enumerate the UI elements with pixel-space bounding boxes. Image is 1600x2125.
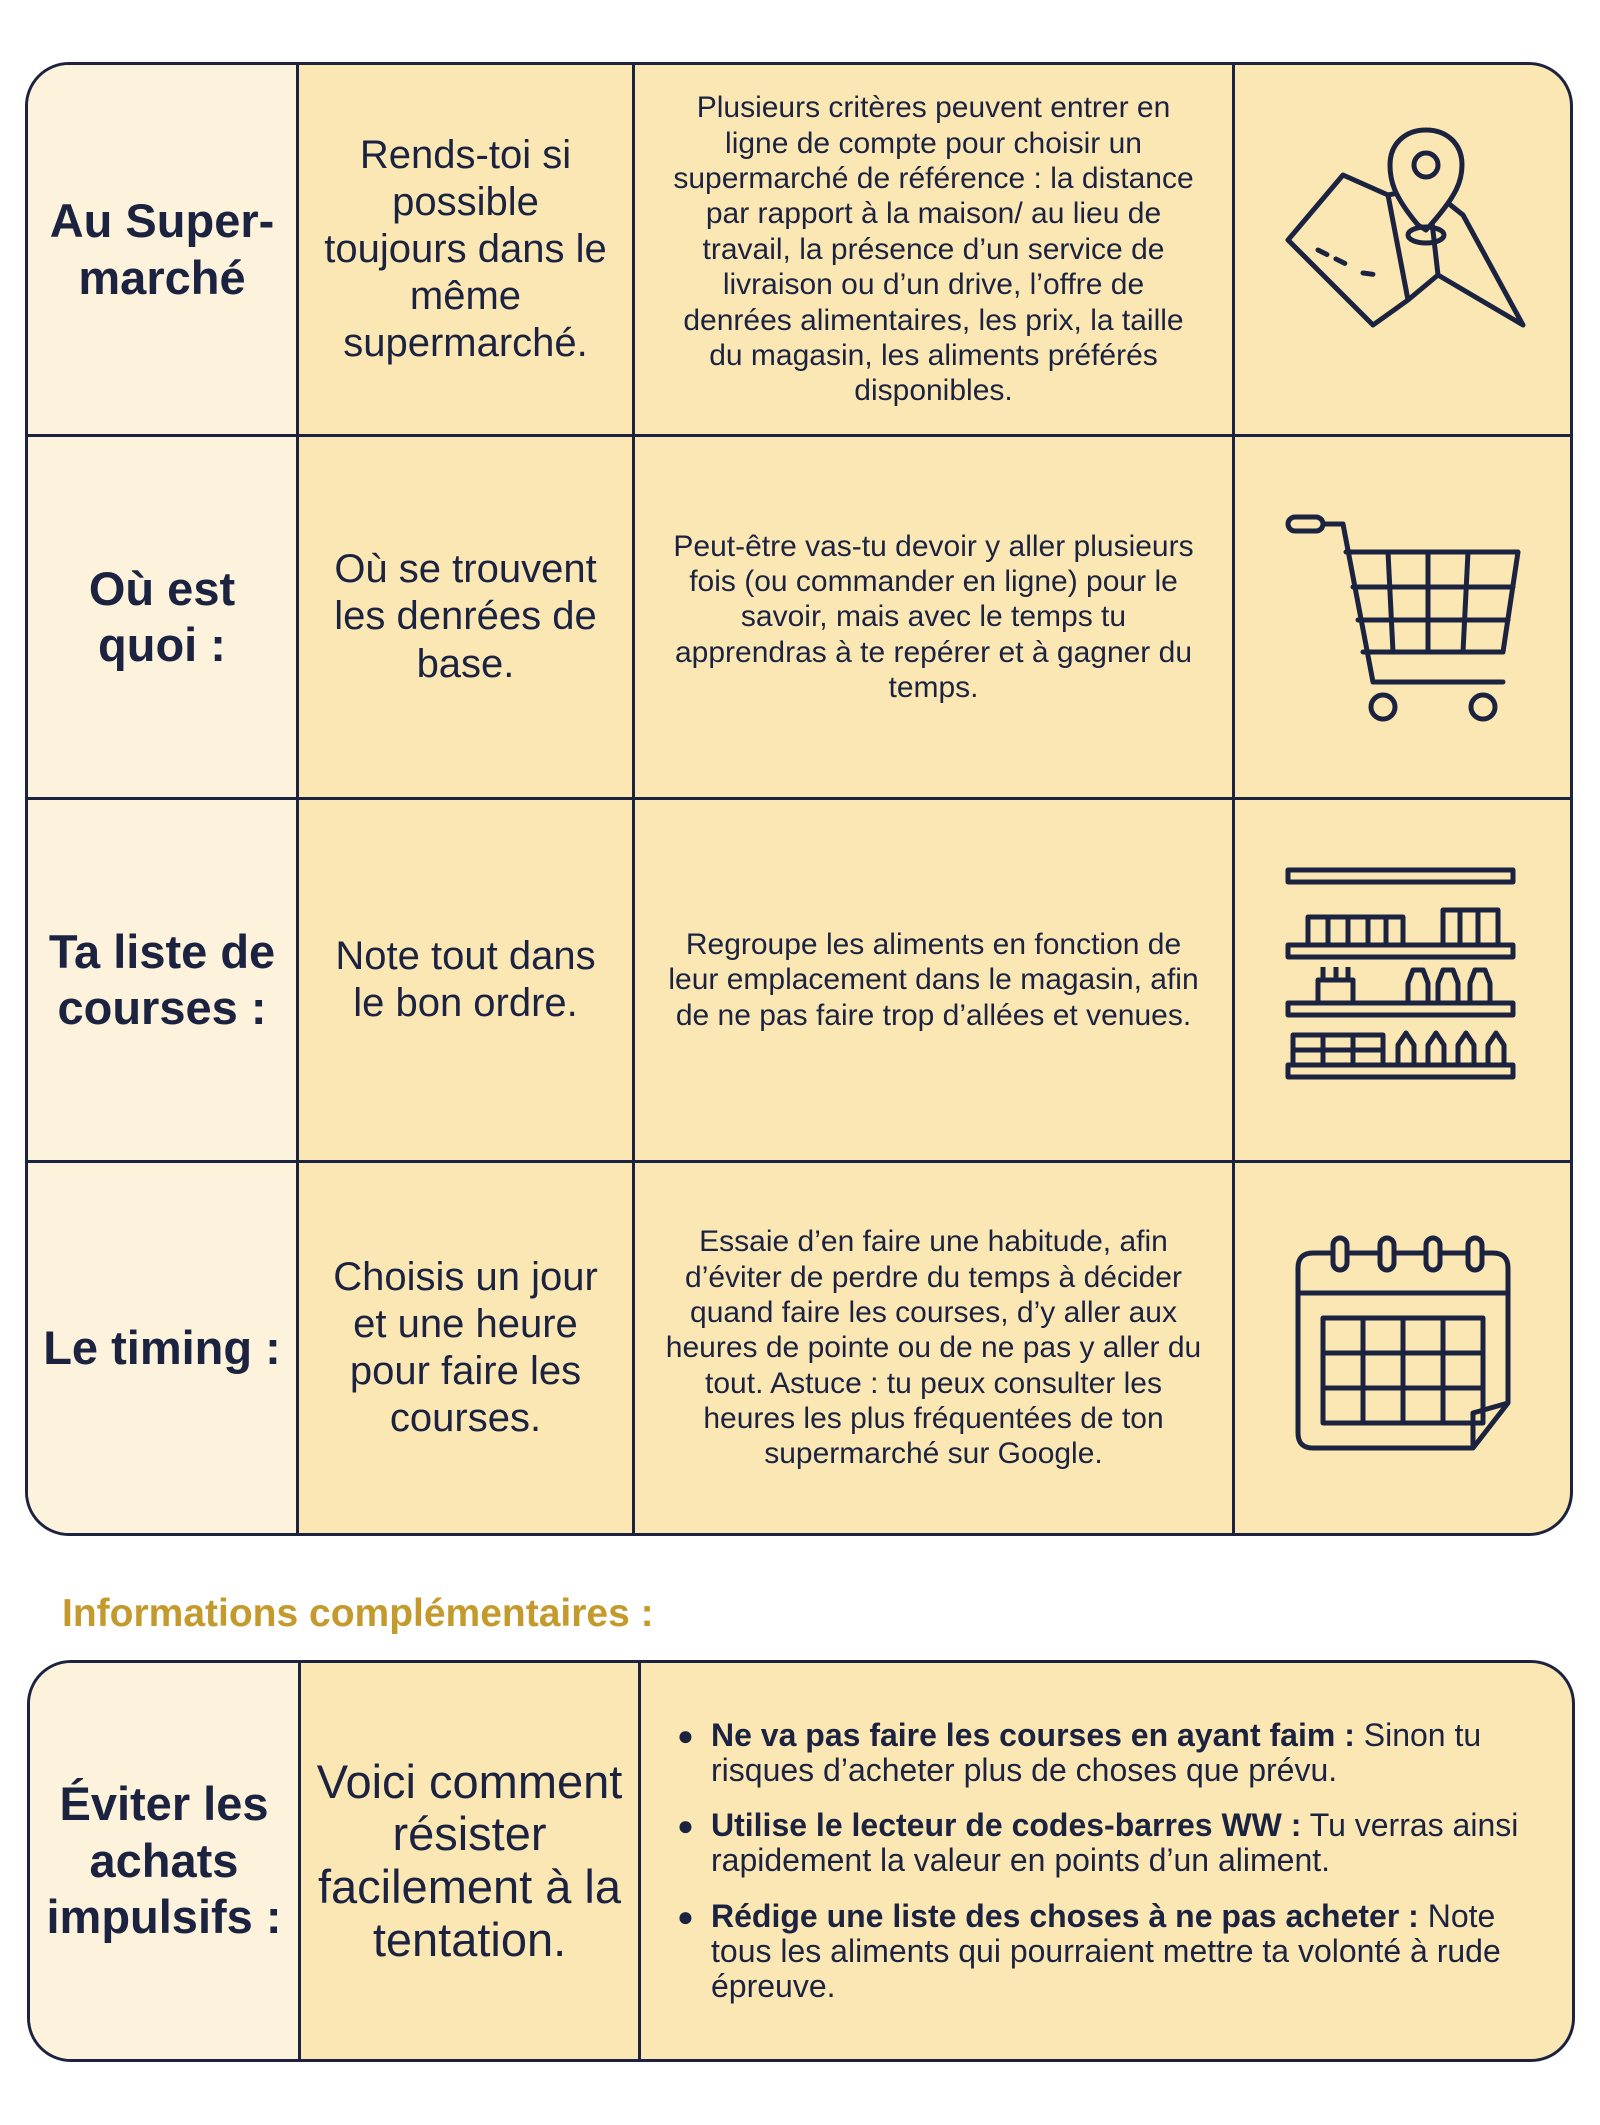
row-1-title: [28, 65, 299, 437]
row-4-tip: Choisis un jour et une heure pour faire les courses.: [299, 1163, 635, 1533]
shopping-cart-icon: [1235, 437, 1570, 800]
row-4-title: Le timing :: [28, 1163, 299, 1533]
list-item: [677, 1899, 1522, 2005]
row-4-text: Essaie d’en faire une habitude, afin d’éviter de perdre du temps à décider quand faire les courses, d’y aller aux heures de pointe ou de ne pas y aller du tout. Astuce : tu peux consulter les heures les plus fréquentées de ton supermarché sur Google.: [635, 1163, 1235, 1533]
bullet-text: Tu verras ainsi rapidement la valeur en points d’un aliment.: [711, 1807, 1519, 1879]
bullet-icon: ●: [677, 1719, 694, 1751]
row-2-tip: Où se trouvent les denrées de base.: [299, 437, 635, 800]
row-1-text: Plusieurs critères peuvent entrer en ligne de compte pour choisir un supermarché de référence : la distance par rapport à la maison/ au lieu de travail, la présence d’un service de livraison ou d’un drive, l’offre de denrées alimentaires, les prix, la taille du magasin, les aliments préférés disponibles.: [635, 65, 1235, 437]
tips-table: [25, 62, 1573, 1536]
shelves-icon: [1235, 800, 1570, 1163]
extra-tip: Voici comment résister facilement à la tentation.: [301, 1663, 641, 2059]
bullet-icon: ●: [677, 1900, 694, 1932]
row-1-title-text: Au Super- marché: [49, 194, 275, 304]
bullet-text: Sinon tu risques d’acheter plus de choses que prévu.: [711, 1716, 1482, 1789]
calendar-icon: [1235, 1163, 1570, 1533]
bullet-heading: Ne va pas faire les courses en ayant faim :: [711, 1716, 1355, 1753]
extra-tips-box: [27, 1660, 1575, 2062]
row-3-title: Ta liste de courses :: [28, 800, 299, 1163]
bullet-icon: ●: [677, 1810, 694, 1842]
row-2-text: Peut-être vas-tu devoir y aller plusieurs fois (ou commander en ligne) pour le savoir, mais avec le temps tu apprendras à te repérer et à gagner du temps.: [635, 437, 1235, 800]
row-1-tip: Rends-toi si possible toujours dans le même supermarché.: [299, 65, 635, 437]
bullet-heading: Utilise le lecteur de codes-barres WW :: [711, 1807, 1302, 1844]
bullet-heading: Rédige une liste des choses à ne pas acheter :: [711, 1897, 1419, 1934]
extra-title: Éviter les achats impulsifs :: [30, 1663, 301, 2059]
extra-bullet-list: [641, 1663, 1572, 2059]
row-3-text: Regroupe les aliments en fonction de leur emplacement dans le magasin, afin de ne pas faire trop d’allées et venues.: [635, 800, 1235, 1163]
list-item: [677, 1718, 1522, 1788]
map-pin-icon: [1235, 65, 1570, 437]
list-item: [677, 1808, 1522, 1878]
row-2-title: Où est quoi :: [28, 437, 299, 800]
row-3-tip: Note tout dans le bon ordre.: [299, 800, 635, 1163]
bullet-text: Note tous les aliments qui pourraient mettre ta volonté à rude épreuve.: [711, 1897, 1501, 2004]
info-title: Informations complémentaires :: [62, 1592, 654, 1635]
